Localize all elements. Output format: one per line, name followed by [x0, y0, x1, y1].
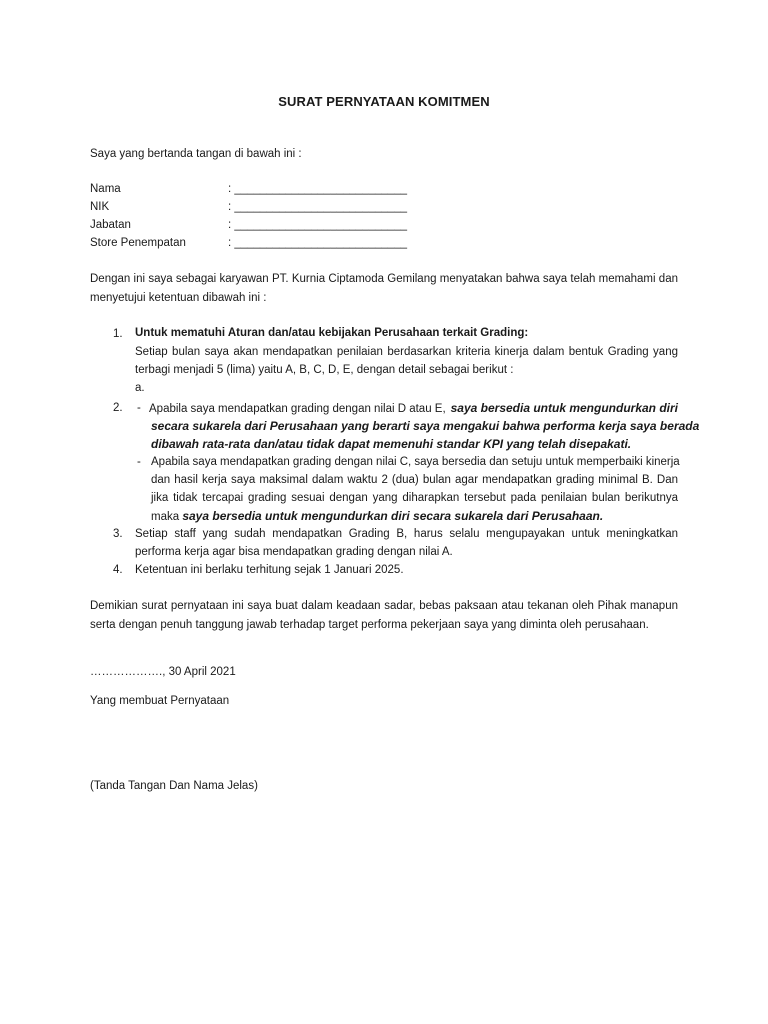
signature-label: (Tanda Tangan Dan Nama Jelas) [90, 780, 258, 792]
maker-label: Yang membuat Pernyataan [90, 695, 230, 707]
item-2a-line-1 [149, 401, 678, 415]
item-2a-plain: Apabila saya mendapatkan grading dengan nilai D atau E, [149, 403, 446, 415]
document-title: SURAT PERNYATAAN KOMITMEN [278, 94, 490, 109]
item-2b-dash: - [137, 456, 141, 468]
field-value-nama: : ___________________________ [228, 183, 408, 195]
date-line: ………………., 30 April 2021 [90, 666, 236, 678]
item-2b-line-4 [151, 509, 603, 523]
item-2b-bold: saya bersedia untuk mengundurkan diri secara sukarela dari Perusahaan. [182, 509, 604, 523]
item-4-text: Ketentuan ini berlaku terhitung sejak 1 Januari 2025. [135, 564, 404, 576]
item-number: 1. [113, 328, 123, 340]
item-3-line-2: performa kerja agar bisa mendapatkan grading dengan nilai A. [135, 546, 453, 558]
item-2b-plain: maka [151, 511, 180, 523]
item-2a-bold-1: saya bersedia untuk mengundurkan diri [450, 401, 678, 415]
field-label-nik: NIK [90, 201, 110, 213]
item-2b-line-3: jika tidak tercapai grading sesuai dengan yang diharapkan tersebut pada penilaian bulan berikutnya [151, 492, 678, 504]
closing-line-1: Demikian surat pernyataan ini saya buat dalam keadaan sadar, bebas paksaan atau tekanan oleh Pihak manapun [90, 600, 678, 612]
item-number: 4. [113, 564, 123, 576]
intro-text: Saya yang bertanda tangan di bawah ini : [90, 148, 302, 160]
field-label-nama: Nama [90, 183, 121, 195]
item-2b-line-1: Apabila saya mendapatkan grading dengan nilai C, saya bersedia dan setuju untuk memperbaiki kinerja [151, 456, 680, 468]
item-2a-bold-3: dibawah rata-rata dan/atau tidak dapat memenuhi standar KPI yang telah disepakati. [151, 437, 632, 451]
field-label-jabatan: Jabatan [90, 219, 131, 231]
item-number: 2. [113, 402, 123, 414]
item-1-heading: Untuk mematuhi Aturan dan/atau kebijakan Perusahaan terkait Grading: [135, 327, 529, 339]
item-number: 3. [113, 528, 123, 540]
item-1-sub-a: a. [135, 382, 145, 394]
field-value-jabatan: : ___________________________ [228, 219, 408, 231]
item-3-line-1: Setiap staff yang sudah mendapatkan Grading B, harus selalu mengupayakan untuk meningkatkan [135, 528, 678, 540]
statement-line-1: Dengan ini saya sebagai karyawan PT. Kurnia Ciptamoda Gemilang menyatakan bahwa saya telah memahami dan [90, 273, 678, 285]
field-value-nik: : ___________________________ [228, 201, 408, 213]
field-label-store: Store Penempatan [90, 237, 186, 249]
field-value-store: : ___________________________ [228, 237, 408, 249]
item-2a-dash: - [137, 402, 141, 414]
item-1-line-1: Setiap bulan saya akan mendapatkan penilaian berdasarkan kriteria kinerja dalam bentuk Grading yang [135, 346, 678, 358]
item-2b-line-2: dan hasil kerja saya maksimal dalam waktu 2 (dua) bulan agar mendapatkan grading minimal B. Dan [151, 474, 678, 486]
item-2a-bold-2: secara sukarela dari Perusahaan yang berarti saya mengakui bahwa performa kerja saya berada [151, 419, 700, 433]
closing-line-2: serta dengan penuh tanggung jawab terhadap target performa pekerjaan saya yang diminta oleh perusahaan. [90, 619, 649, 631]
statement-line-2: menyetujui ketentuan dibawah ini : [90, 292, 267, 304]
item-1-line-2: terbagi menjadi 5 (lima) yaitu A, B, C, D, E, dengan detail sebagai berikut : [135, 364, 514, 376]
